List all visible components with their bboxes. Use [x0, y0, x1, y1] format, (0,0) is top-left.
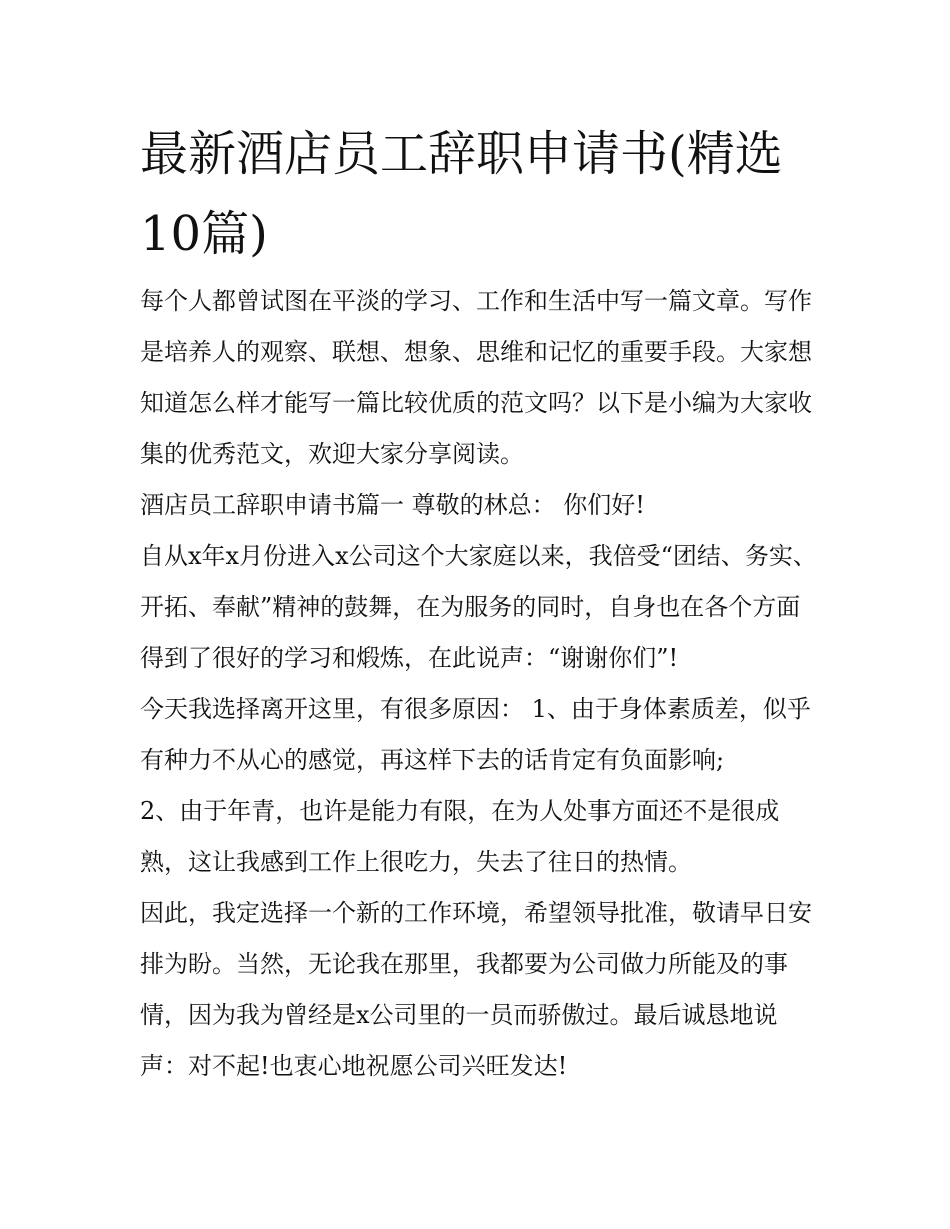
- document-body: [140, 276, 820, 1092]
- document-title: 最新酒店员工辞职申请书(精选10篇): [140, 126, 783, 262]
- paragraph-intro: 每个人都曾试图在平淡的学习、工作和生活中写一篇文章。写作是培养人的观察、联想、想象、思维和记忆的重要手段。大家想知道怎么样才能写一篇比较优质的范文吗？以下是小编为大家收集的优秀范文，欢迎大家分享阅读。: [140, 287, 812, 468]
- paragraph-reason-1: 今天我选择离开这里，有很多原因： 1、由于身体素质差，似乎有种力不从心的感觉，再这样下去的话肯定有负面影响;: [140, 695, 811, 774]
- paragraph-reason-2: 2、由于年青，也许是能力有限，在为人处事方面还不是很成熟，这让我感到工作上很吃力，失去了往日的热情。: [140, 797, 780, 876]
- paragraph-salutation: 酒店员工辞职申请书篇一 尊敬的林总： 你们好!: [140, 491, 645, 519]
- paragraph-gratitude: 自从x年x月份进入x公司这个大家庭以来，我倍受“团结、务实、开拓、奉献”精神的鼓舞，在为服务的同时，自身也在各个方面得到了很好的学习和煅炼，在此说声：“谢谢你们”!: [140, 542, 817, 672]
- paragraph-closing: 因此，我定选择一个新的工作环境，希望领导批准，敬请早日安排为盼。当然，无论我在那里，我都要为公司做力所能及的事情，因为我为曾经是x公司里的一员而骄傲过。最后诚恳地说声：对不起!也衷心地祝愿公司兴旺发达!: [140, 899, 812, 1080]
